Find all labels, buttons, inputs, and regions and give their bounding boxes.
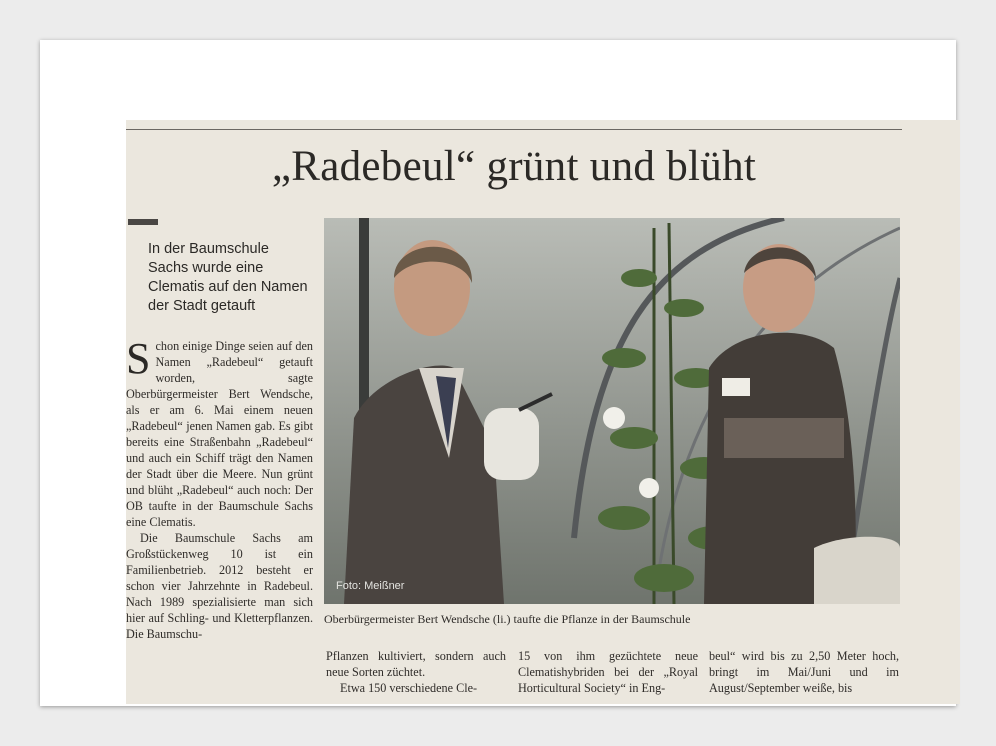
column-1-paragraph-2: Die Baumschule Sachs am Großstückenweg 10 ist ein Familienbetrieb. 2012 besteht er schon vier Jahrzehnte in Radebeul. Nach 1989 spezialisierte man sich hier auf Schling- und Kletterpflanzen. Die Baumschu- [126, 531, 313, 641]
newspaper-clipping [126, 120, 960, 704]
headline: „Radebeul“ grünt und blüht [271, 143, 757, 190]
column-3-paragraph: 15 von ihm gezüchtete neue Clematishybriden bei der „Royal Horticultural Society“ in Eng- [518, 649, 698, 695]
column-1-paragraph-1: chon einige Dinge seien auf den Namen „Radebeul“ getauft worden, sagte Oberbürgermeister Bert Wendsche, als er am 6. Mai einem neuen „Radebeul“ jenen Namen gab. Es gibt bereits eine Straßenbahn „Radebeul“ und auch ein Schiff trägt den Namen der Stadt über die Meere. Nun grünt und blüht „Radebeul“ auch noch: Der OB taufte in der Baumschule Sachs eine Clematis. [126, 339, 313, 529]
column-2-paragraph-2: Etwa 150 verschiedene Cle- [340, 681, 478, 695]
photo-credit: Foto: Meißner [336, 580, 405, 592]
column-4-paragraph: beul“ wird bis zu 2,50 Meter hoch, bringt im Mai/Juni und im August/September weiße, bis [709, 649, 899, 695]
column-2 [326, 648, 506, 696]
document-frame [40, 40, 956, 706]
photo-illustration [324, 218, 900, 604]
photo-caption: Oberbürgermeister Bert Wendsche (li.) taufte die Pflanze in der Baumschule [324, 612, 691, 626]
top-rule [126, 129, 902, 130]
section-marker [128, 219, 158, 225]
column-3 [518, 648, 698, 696]
article-photo [324, 218, 900, 604]
deck-subtitle: In der Baumschule Sachs wurde eine Clematis auf den Namen der Stadt getauft [148, 241, 308, 314]
column-1 [126, 334, 313, 642]
drop-cap: S [126, 334, 151, 383]
column-4 [709, 648, 899, 696]
column-2-paragraph-1: Pflanzen kultiviert, sondern auch neue Sorten züchtet. [326, 649, 506, 679]
